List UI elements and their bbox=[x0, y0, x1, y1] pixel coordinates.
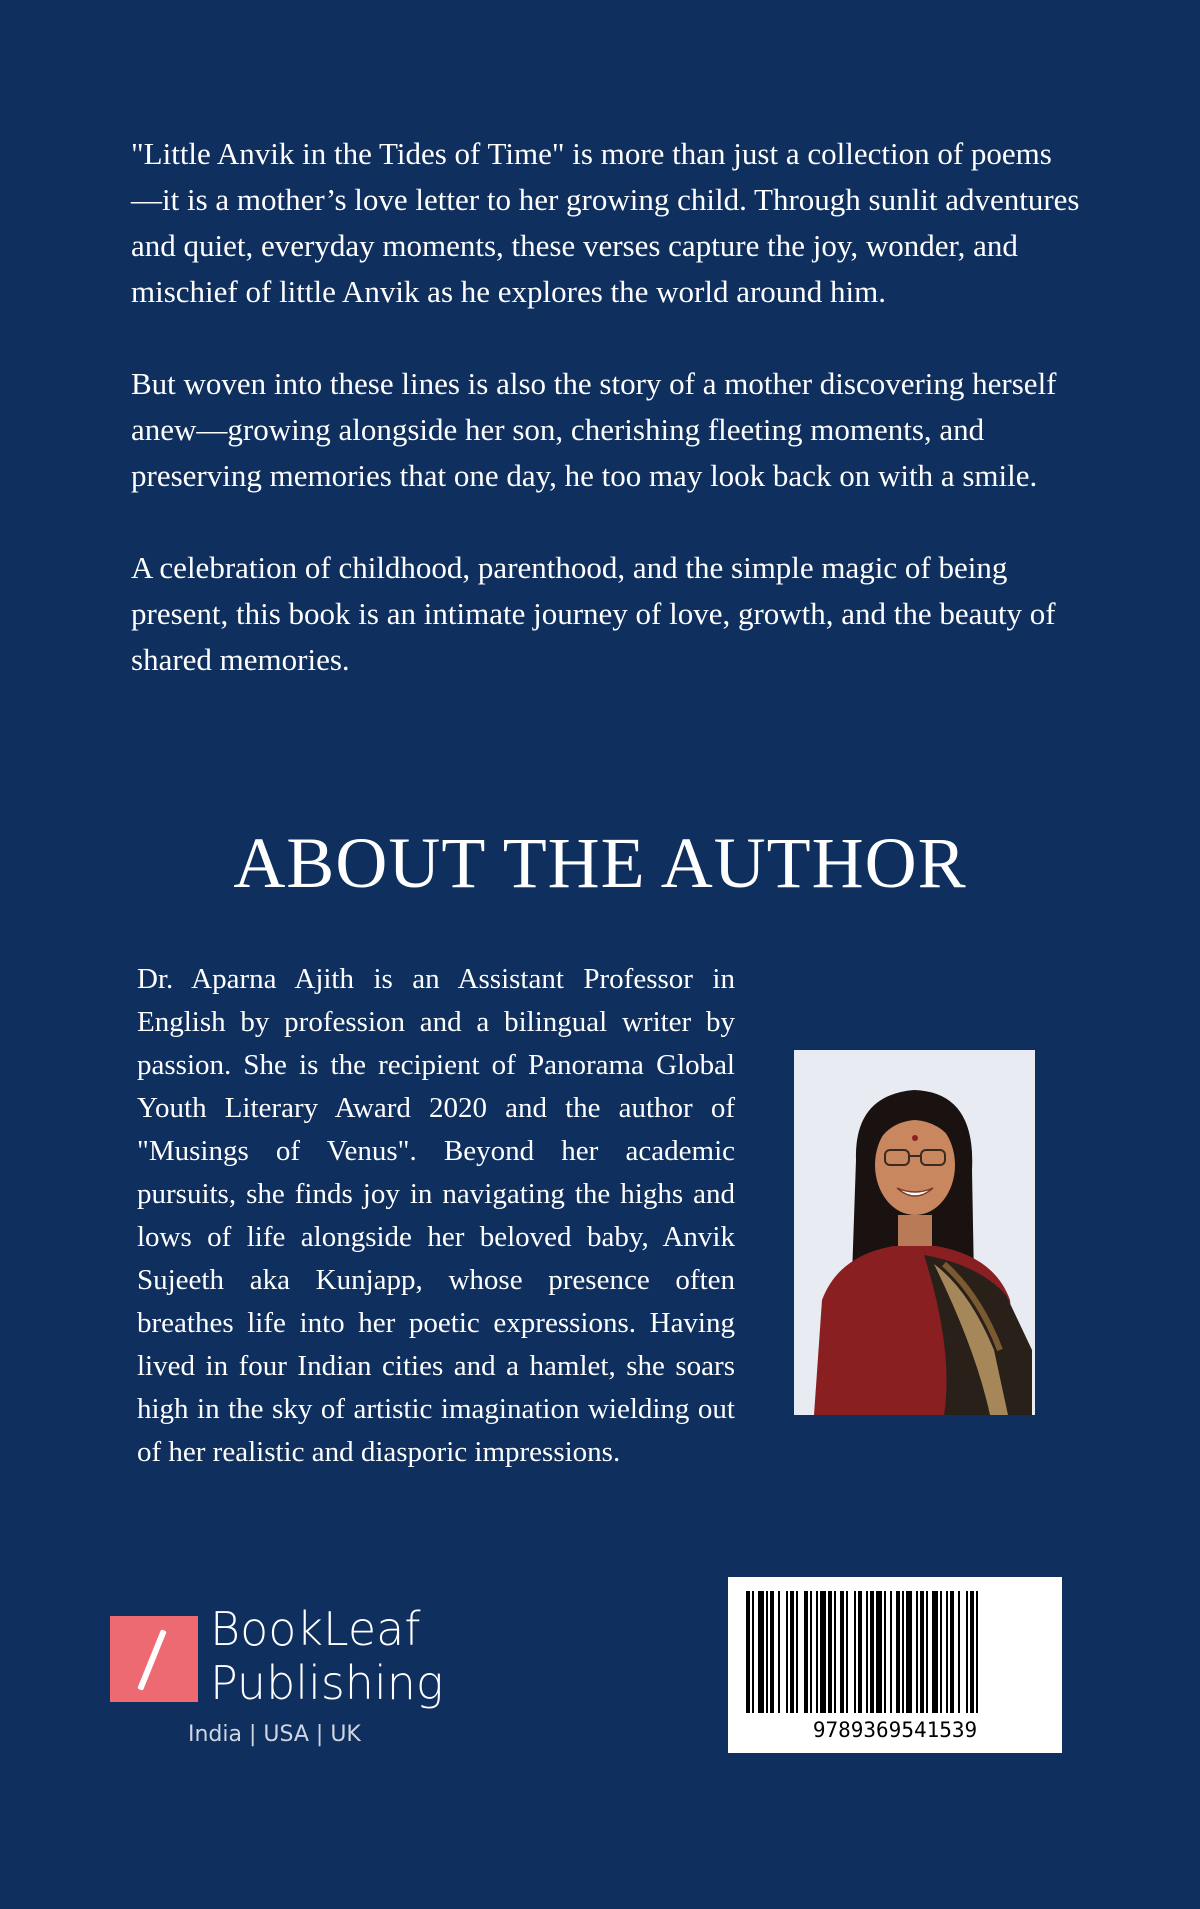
barcode-bar bbox=[846, 1591, 848, 1713]
barcode-bar bbox=[866, 1591, 868, 1713]
barcode-bar bbox=[786, 1591, 788, 1713]
barcode-bar bbox=[976, 1591, 978, 1713]
barcode-bar bbox=[810, 1591, 812, 1713]
publisher-countries: India | USA | UK bbox=[188, 1722, 361, 1747]
slash-logo-icon bbox=[110, 1616, 198, 1702]
book-blurb bbox=[131, 131, 1081, 729]
barcode-bar bbox=[804, 1591, 808, 1713]
barcode-bar bbox=[896, 1591, 900, 1713]
barcode-bar bbox=[796, 1591, 798, 1713]
barcode-bars bbox=[746, 1591, 1044, 1713]
barcode-bar bbox=[902, 1591, 904, 1713]
blurb-paragraph-3: A celebration of childhood, parenthood, and the simple magic of being present, this book is an intimate journey of love, growth, and the beauty of shared memories. bbox=[131, 550, 1056, 677]
barcode-bar bbox=[870, 1591, 874, 1713]
author-photo bbox=[794, 1050, 1035, 1415]
barcode-bar bbox=[966, 1591, 968, 1713]
blurb-paragraph-1: "Little Anvik in the Tides of Time" is more than just a collection of poems—it is a mother’s love letter to her growing child. Through sunlit adventures and quiet, everyday moments, these verses capture the joy, wonder, and mischief of little Anvik as he explores the world around him. bbox=[131, 136, 1080, 309]
barcode-bar bbox=[858, 1591, 862, 1713]
blurb-paragraph-2: But woven into these lines is also the story of a mother discovering herself anew—growing alongside her son, cherishing fleeting moments, and preserving memories that one day, he too may look back on with a smile. bbox=[131, 366, 1057, 493]
barcode-bar bbox=[790, 1591, 794, 1713]
publisher-name-line-1: BookLeaf bbox=[210, 1602, 421, 1656]
publisher-name bbox=[210, 1602, 444, 1710]
barcode-bar bbox=[820, 1591, 826, 1713]
publisher-name-line-2: Publishing bbox=[210, 1656, 444, 1710]
barcode-bar bbox=[884, 1591, 886, 1713]
barcode-bar bbox=[752, 1591, 754, 1713]
barcode-bar bbox=[940, 1591, 942, 1713]
barcode-bar bbox=[970, 1591, 974, 1713]
barcode-bar bbox=[906, 1591, 912, 1713]
barcode-bar bbox=[932, 1591, 938, 1713]
author-bio: Dr. Aparna Ajith is an Assistant Professor in English by profession and a bilingual writer by passion. She is the recipient of Panorama Global Youth Literary Award 2020 and the author of "Musings of Venus". Beyond her academic pursuits, she finds joy in navigating the highs and lows of life alongside her beloved baby, Anvik Sujeeth aka Kunjapp, whose presence often breathes life into her poetic expressions. Having lived in four Indian cities and a hamlet, she soars high in the sky of artistic imagination wielding out of her realistic and diasporic impressions. bbox=[137, 963, 735, 1468]
about-author-heading: ABOUT THE AUTHOR bbox=[233, 823, 967, 903]
barcode-bar bbox=[840, 1591, 844, 1713]
barcode-bar bbox=[828, 1591, 832, 1713]
barcode-bar bbox=[766, 1591, 768, 1713]
barcode-bar bbox=[920, 1591, 924, 1713]
barcode-bar bbox=[958, 1591, 960, 1713]
isbn-barcode bbox=[728, 1577, 1062, 1753]
barcode-bar bbox=[876, 1591, 882, 1713]
barcode-bar bbox=[926, 1591, 928, 1713]
barcode-bar bbox=[816, 1591, 818, 1713]
barcode-bar bbox=[950, 1591, 954, 1713]
barcode-bar bbox=[758, 1591, 764, 1713]
barcode-bar bbox=[770, 1591, 774, 1713]
barcode-bar bbox=[916, 1591, 918, 1713]
barcode-bar bbox=[946, 1591, 948, 1713]
barcode-bar bbox=[890, 1591, 892, 1713]
publisher-logo bbox=[110, 1602, 450, 1752]
author-portrait-illustration bbox=[794, 1050, 1035, 1415]
barcode-bar bbox=[746, 1591, 750, 1713]
barcode-bar bbox=[778, 1591, 780, 1713]
isbn-number: 9789369541539 bbox=[812, 1718, 978, 1742]
barcode-bar bbox=[854, 1591, 856, 1713]
barcode-bar bbox=[834, 1591, 836, 1713]
